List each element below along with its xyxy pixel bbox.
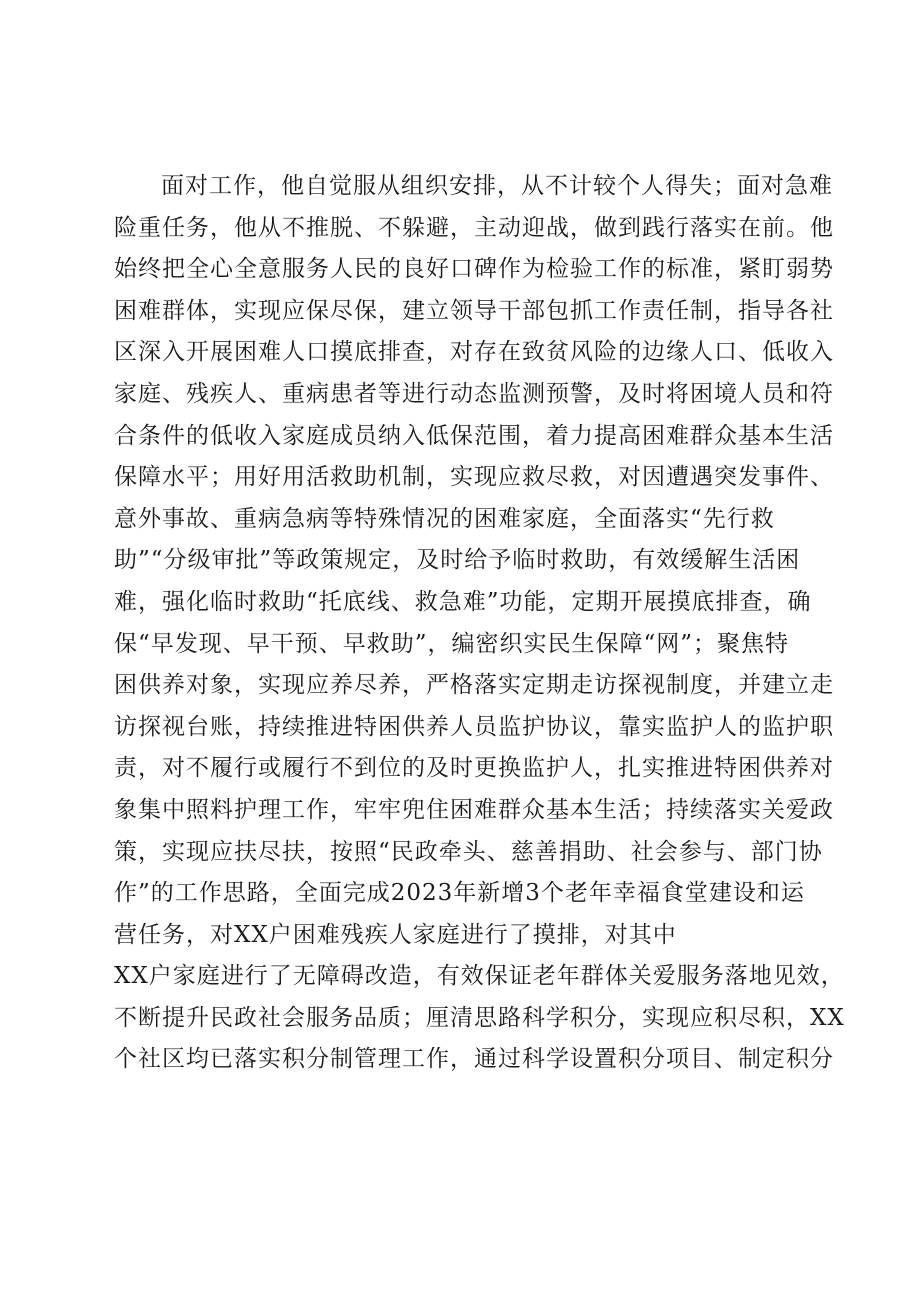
paragraph-line: 合条件的低收入家庭成员纳入低保范围，着力提高困难群众基本生活	[114, 422, 834, 449]
paragraph-line: 始终把全心全意服务人民的良好口碑作为检验工作的标准，紧盯弱势	[114, 256, 834, 283]
paragraph-line: 意外事故、重病急病等特殊情况的困难家庭，全面落实“先行救	[114, 505, 775, 532]
paragraph-line: 保障水平；用好用活救助机制，实现应救尽救，对因遭遇突发事件、	[114, 464, 834, 491]
paragraph-line: 象集中照料护理工作，牢牢兜住困难群众基本生活；持续落实关爱政	[114, 796, 834, 823]
paragraph-line: 难，强化临时救助“托底线、救急难”功能，定期开展摸底排查，确	[114, 588, 812, 615]
paragraph-line: XX户家庭进行了无障碍改造，有效保证老年群体关爱服务落地见效，	[114, 963, 845, 990]
paragraph-line: 个社区均已落实积分制管理工作，通过科学设置积分项目、制定积分	[114, 1046, 834, 1073]
paragraph-line: 家庭、残疾人、重病患者等进行动态监测预警，及时将困境人员和符	[114, 380, 834, 407]
paragraph-line: 不断提升民政社会服务品质；厘清思路科学积分，实现应积尽积，XX	[114, 1004, 845, 1031]
paragraph-line: 作”的工作思路，全面完成2023年新增3个老年幸福食堂建设和运	[114, 880, 805, 907]
paragraph-line: 访探视台账，持续推进特困供养人员监护协议，靠实监护人的监护职	[114, 713, 834, 740]
body-paragraph	[114, 166, 845, 1081]
paragraph-line: 责，对不履行或履行不到位的及时更换监护人，扎实推进特困供养对	[114, 755, 834, 782]
paragraph-line: 保“早发现、早干预、早救助”，编密织实民生保障“网”；聚焦特	[114, 630, 790, 657]
paragraph-line: 困供养对象，实现应养尽养，严格落实定期走访探视制度，并建立走	[114, 672, 834, 699]
paragraph-line: 面对工作，他自觉服从组织安排，从不计较个人得失；面对急难	[161, 173, 833, 199]
paragraph-line: 营任务，对XX户困难残疾人家庭进行了摸排，对其中	[114, 921, 677, 948]
paragraph-line: 策，实现应扶尽扶，按照“民政牵头、慈善捐助、社会参与、部门协	[114, 838, 823, 865]
paragraph-line: 助”“分级审批”等政策规定，及时给予临时救助，有效缓解生活困	[114, 547, 801, 574]
paragraph-line: 区深入开展困难人口摸底排查，对存在致贫风险的边缘人口、低收入	[114, 339, 834, 366]
paragraph-line: 险重任务，他从不推脱、不躲避，主动迎战，做到践行落实在前。他	[114, 214, 834, 241]
paragraph-line: 困难群体，实现应保尽保，建立领导干部包抓工作责任制，指导各社	[114, 297, 834, 324]
